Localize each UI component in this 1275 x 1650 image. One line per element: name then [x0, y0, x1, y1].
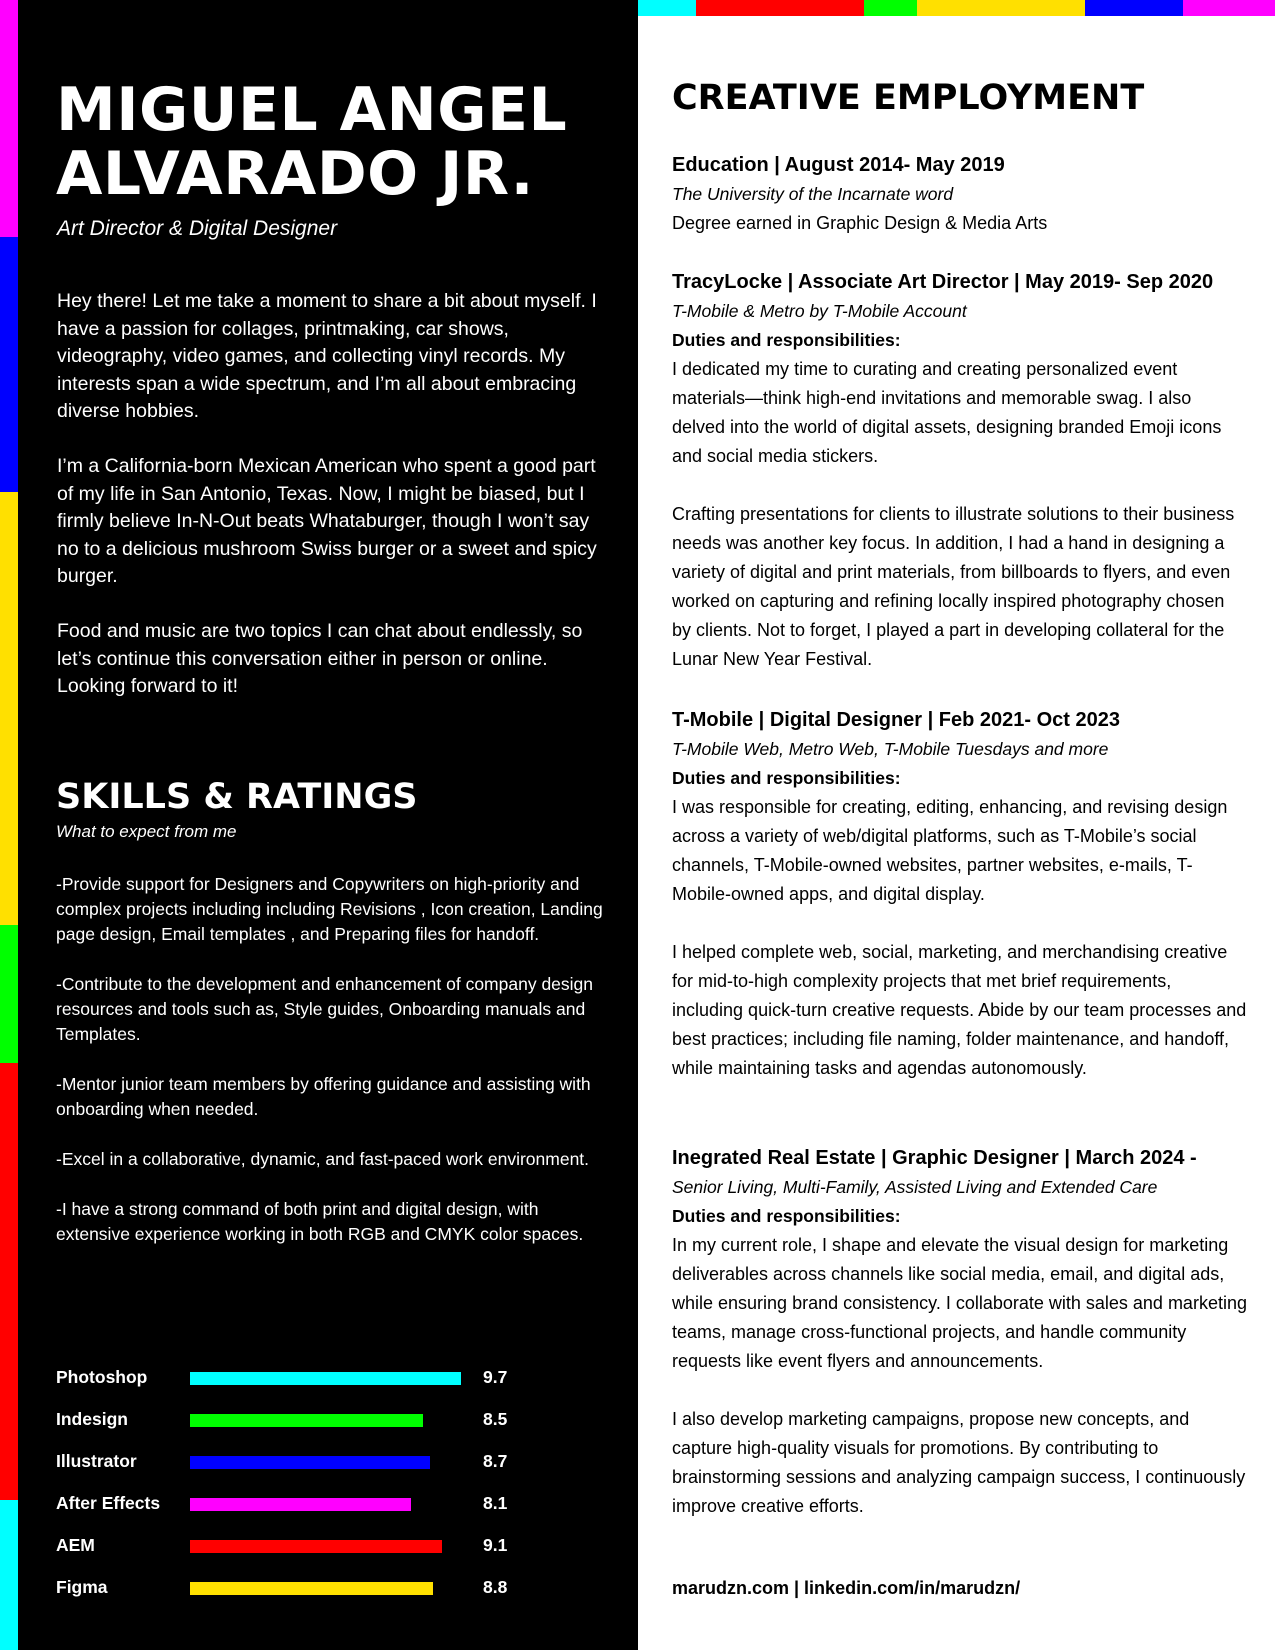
name-line-2: ALVARADO JR.: [56, 139, 534, 209]
skills-subtitle: What to expect from me: [56, 822, 237, 841]
rating-row-aem: [56, 1532, 616, 1558]
tagline: Art Director & Digital Designer: [57, 217, 338, 240]
rating-row-figma: [56, 1574, 616, 1600]
top-stripe-magenta: [1183, 0, 1275, 16]
job-heading: Inegrated Real Estate | Graphic Designer | March 2024 -: [672, 1147, 1197, 1169]
rating-name: Indesign: [56, 1409, 128, 1429]
about-paragraph: Food and music are two topics I can chat about endlessly, so let’s continue this conversation either in person or online. Looking forward to it!: [57, 620, 583, 697]
stripe-red: [0, 1063, 18, 1500]
job-paragraph: In my current role, I shape and elevate the visual design for marketing deliverables across channels like social media, email, and digital ads, while ensuring brand consistency. I collaborate with sales and marketing teams, manage cross-functional projects, and handle community requests like event flyers and announcements.: [672, 1235, 1247, 1371]
top-stripe-green: [864, 0, 917, 16]
duties-label: Duties and responsibilities:: [672, 330, 901, 350]
skill-item: -Mentor junior team members by offering guidance and assisting with onboarding when needed.: [56, 1074, 591, 1119]
footer-links[interactable]: marudzn.com | linkedin.com/in/marudzn/: [672, 1578, 1021, 1598]
job-paragraph: I was responsible for creating, editing, enhancing, and revising design across a variety of web/digital platforms, such as T-Mobile’s social channels, T-Mobile-owned websites, partner websites, e-mails, T-Mobile-owned apps, and digital display.: [672, 797, 1228, 904]
rating-row-indesign: [56, 1406, 616, 1432]
stripe-cyan: [0, 1500, 18, 1650]
stripe-green: [0, 925, 18, 1063]
job-heading: Education | August 2014- May 2019: [672, 154, 1005, 176]
job-heading: T-Mobile | Digital Designer | Feb 2021- Oct 2023: [672, 709, 1120, 731]
rating-bar: [190, 1414, 423, 1427]
rating-name: Illustrator: [56, 1451, 137, 1471]
job-tmobile: [672, 705, 1247, 1112]
rating-name: AEM: [56, 1535, 95, 1555]
name-line-1: MIGUEL ANGEL: [56, 75, 568, 145]
duties-label: Duties and responsibilities:: [672, 768, 901, 788]
job-integrated-real-estate: [672, 1143, 1247, 1550]
job-paragraph: I also develop marketing campaigns, propose new concepts, and capture high-quality visuals for promotions. By contributing to brainstorming sessions and analyzing campaign success, I continuously improve creative efforts.: [672, 1409, 1246, 1516]
skill-item: -Provide support for Designers and Copywriters on high-priority and complex projects including including Revisions , Icon creation, Landing page design, Email templates , and Preparing files for handoff.: [56, 874, 603, 944]
skills-list: [56, 872, 616, 1272]
stripe-blue: [0, 237, 18, 492]
employment-title: CREATIVE EMPLOYMENT: [672, 78, 1145, 118]
job-paragraph: I dedicated my time to curating and creating personalized event materials—think high-end invitations and memorable swag. I also delved into the world of digital assets, designing branded Emoji icons and social media stickers.: [672, 359, 1222, 466]
job-tracylocke: [672, 267, 1247, 703]
top-stripe-yellow: [917, 0, 1085, 16]
rating-value: 8.1: [483, 1493, 508, 1513]
skill-item: -I have a strong command of both print and digital design, with extensive experience working in both RGB and CMYK color spaces.: [56, 1199, 584, 1244]
job-subheading: The University of the Incarnate word: [672, 184, 954, 204]
rating-bar: [190, 1582, 433, 1595]
top-stripe-red: [696, 0, 864, 16]
top-stripe-cyan: [638, 0, 696, 16]
duties-label: Duties and responsibilities:: [672, 1206, 901, 1226]
job-paragraph: Degree earned in Graphic Design & Media Arts: [672, 213, 1048, 233]
about-paragraph: I’m a California-born Mexican American who spent a good part of my life in San Antonio, Texas. Now, I might be biased, but I firmly believe In-N-Out beats Whataburger, though I won’t say no to a delicious mushroom Swiss burger or a sweet and spicy burger.: [57, 455, 597, 587]
job-subheading: T-Mobile Web, Metro Web, T-Mobile Tuesdays and more: [672, 739, 1109, 759]
job-paragraph: Crafting presentations for clients to illustrate solutions to their business needs was another key focus. In addition, I had a hand in designing a variety of digital and print materials, from billboards to flyers, and even worked on capturing and refining locally inspired photography chosen by clients. Not to forget, I played a part in developing collateral for the Lunar New Year Festival.: [672, 504, 1235, 669]
name-heading: [56, 75, 616, 209]
rating-bar: [190, 1456, 430, 1469]
rating-bar: [190, 1540, 442, 1553]
rating-row-after-effects: [56, 1490, 616, 1516]
stripe-magenta: [0, 0, 18, 237]
rating-value: 8.8: [483, 1577, 508, 1597]
job-paragraph: I helped complete web, social, marketing, and merchandising creative for mid-to-high complexity projects that met brief requirements, including quick-turn creative requests. Abide by our team processes and best practices; including file naming, folder maintenance, and handoff, while maintaining tasks and agendas autonomously.: [672, 942, 1247, 1078]
about-paragraph: Hey there! Let me take a moment to share a bit about myself. I have a passion for collages, printmaking, car shows, videography, video games, and collecting vinyl records. My interests span a wide spectrum, and I’m all about embracing diverse hobbies.: [57, 290, 597, 422]
top-stripe-blue: [1085, 0, 1183, 16]
rating-name: After Effects: [56, 1493, 161, 1513]
rating-value: 9.1: [483, 1535, 508, 1555]
rating-name: Figma: [56, 1577, 108, 1597]
rating-value: 8.5: [483, 1409, 508, 1429]
rating-value: 8.7: [483, 1451, 508, 1471]
rating-bar: [190, 1372, 461, 1385]
rating-bar: [190, 1498, 411, 1511]
skill-item: -Contribute to the development and enhancement of company design resources and tools such as, Style guides, Onboarding manuals and Templates.: [56, 974, 594, 1044]
rating-value: 9.7: [483, 1367, 508, 1387]
rating-row-illustrator: [56, 1448, 616, 1474]
rating-name: Photoshop: [56, 1367, 148, 1387]
job-heading: TracyLocke | Associate Art Director | May 2019- Sep 2020: [672, 271, 1214, 293]
skills-title: SKILLS & RATINGS: [56, 777, 418, 817]
about-section: [57, 288, 602, 728]
job-education: [672, 150, 1247, 267]
job-subheading: T-Mobile & Metro by T-Mobile Account: [672, 301, 967, 321]
job-subheading: Senior Living, Multi-Family, Assisted Living and Extended Care: [672, 1177, 1158, 1197]
rating-row-photoshop: [56, 1364, 616, 1390]
skill-item: -Excel in a collaborative, dynamic, and fast-paced work environment.: [56, 1149, 590, 1169]
stripe-yellow: [0, 492, 18, 925]
